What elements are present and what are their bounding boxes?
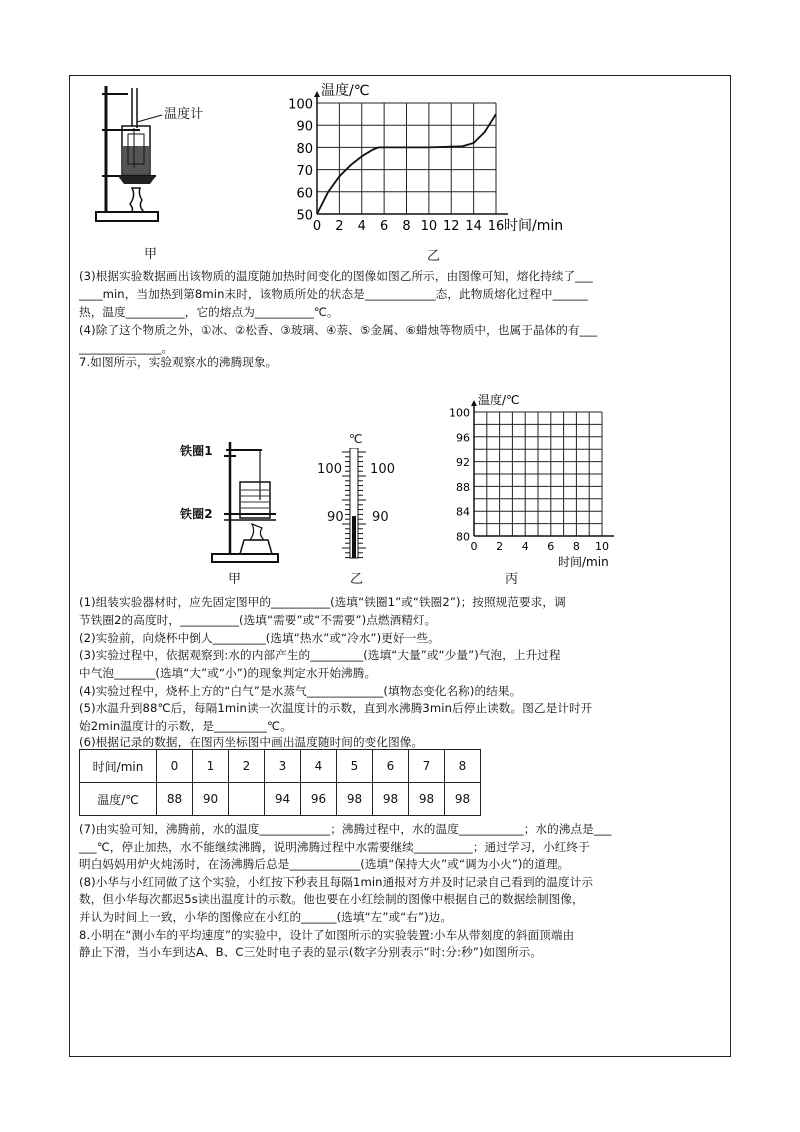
x-tick-label: 10 — [595, 540, 609, 553]
x-tick-label: 14 — [465, 219, 482, 234]
boiling-apparatus — [210, 440, 290, 566]
y-tick-label: 80 — [456, 530, 470, 544]
table-cell: 98 — [409, 783, 445, 816]
thermometer-scale — [341, 448, 367, 560]
figure1-caption-yi: 乙 — [427, 249, 441, 264]
thermometer-label: 温度计 — [164, 107, 204, 122]
q7-line: (3)实验过程中，依据观察到:水的内部产生的_________(选填“大量”或“少量”)气泡，上升过程 — [79, 648, 561, 662]
q7-line: 节铁圈2的高度时，__________(选填“需要”或“不需要”)点燃酒精灯。 — [79, 613, 437, 627]
table-cell: 94 — [265, 783, 301, 816]
y-axis-arrow — [471, 400, 477, 406]
table-cell: 88 — [157, 783, 193, 816]
x-tick-label: 6 — [547, 540, 555, 553]
q7-line: (8)小华与小红同做了这个实验，小红按下秒表且每隔1min通报对方并及时记录自己看到的温度计示 — [79, 875, 594, 889]
q6-line: ______________。 — [79, 341, 174, 355]
x-tick-label: 0 — [470, 540, 478, 553]
table-cell: 5 — [337, 750, 373, 783]
figure1-caption-jia: 甲 — [144, 247, 158, 262]
thermo-100-left: 100 — [317, 462, 343, 477]
y-tick-label: 96 — [456, 431, 470, 445]
q7-line: 始2min温度计的示数，是_________℃。 — [79, 719, 292, 733]
table-cell: 98 — [337, 783, 373, 816]
table-cell: 2 — [229, 750, 265, 783]
table-cell — [229, 783, 265, 816]
x-tick-label: 2 — [335, 219, 344, 234]
q8-line: 8.小明在“测小车的平均速度”的实验中，设计了如图所示的实验装置:小车从带刻度的斜面顶端由 — [79, 928, 575, 942]
q7-line: (2)实验前，向烧杯中倒人_________(选填“热水”或“冷水”)更好一些。 — [79, 631, 440, 645]
y-tick-label: 80 — [296, 141, 313, 157]
thermo-100-right: 100 — [370, 462, 396, 477]
thermo-unit: ℃ — [349, 432, 363, 446]
q7-line: (5)水温升到88℃后，每隔1min读一次温度计的示数，直到水沸腾3min后停止读数。图乙是计时开 — [79, 701, 593, 715]
x-tick-label: 12 — [442, 219, 460, 234]
melting-chart — [280, 78, 590, 246]
x-tick-label: 4 — [521, 540, 529, 553]
y-tick-label: 88 — [456, 480, 470, 494]
q7-line: (1)组装实验器材时，应先固定图甲的__________(选填“铁圈1”或“铁圈2”)；按照规范要求，调 — [79, 595, 566, 609]
x-tick-label: 8 — [402, 219, 411, 234]
figure2-caption-bing: 丙 — [505, 572, 519, 587]
table-cell: 98 — [373, 783, 409, 816]
table-header-cell: 温度/℃ — [80, 783, 157, 816]
table-cell: 7 — [409, 750, 445, 783]
q6-line: ____min，当加热到第8min末时，该物质所处的状态是____________态，此物质熔化过程中______ — [79, 287, 588, 301]
table-row — [80, 783, 481, 816]
y-tick-label: 70 — [296, 164, 313, 180]
y-axis-label: 温度/℃ — [321, 83, 370, 99]
x-tick-label: 8 — [572, 540, 580, 553]
table-cell: 0 — [157, 750, 193, 783]
table-cell: 90 — [193, 783, 229, 816]
x-tick-label: 10 — [420, 219, 438, 234]
q7-line: (6)根据记录的数据，在图丙坐标图中画出温度随时间的变化图像。 — [79, 735, 424, 749]
table-cell: 8 — [445, 750, 481, 783]
q7-line: ___℃，停止加热，水不能继续沸腾，说明沸腾过程中水需要继续__________；通过学习，小红终于 — [79, 840, 590, 854]
thermometer-mercury — [352, 516, 356, 558]
y-tick-label: 84 — [456, 505, 470, 519]
table-cell: 4 — [301, 750, 337, 783]
q7-line: 明白妈妈用炉火炖汤时，在汤沸腾后总是____________(选填“保持大火”或“调为小火”)的道理。 — [79, 857, 570, 871]
table-cell: 96 — [301, 783, 337, 816]
x-axis-label: 时间/min — [504, 218, 564, 234]
table-cell: 98 — [445, 783, 481, 816]
q7-line: 并认为时间上一致，小华的图像应在小红的______(选填“左”或“右”)边。 — [79, 910, 453, 924]
y-tick-label: 50 — [296, 208, 313, 224]
y-tick-label: 100 — [449, 406, 470, 420]
y-axis-label: 温度/℃ — [478, 393, 520, 407]
q6-line: (4)除了这个物质之外，①冰、②松香、③玻璃、④萘、⑤金属、⑥蜡烛等物质中，也属于晶体的有___ — [79, 323, 598, 337]
table-row — [80, 750, 481, 783]
x-tick-label: 0 — [312, 219, 322, 234]
ring-1-label: 铁圈1 — [180, 444, 213, 458]
y-tick-label: 92 — [456, 456, 470, 470]
temperature-table — [79, 749, 481, 816]
q7-line: (7)由实验可知，沸腾前，水的温度____________；沸腾过程中，水的温度___________；水的沸点是___ — [79, 822, 612, 836]
table-cell: 3 — [265, 750, 301, 783]
q7-line: 数，但小华每次都迟5s读出温度计的示数。他也要在小红绘制的图像中根据自己的数据绘制图像， — [79, 892, 584, 906]
figure2-caption-yi: 乙 — [350, 572, 364, 587]
y-tick-label: 90 — [296, 119, 313, 135]
x-axis-label: 时间/min — [558, 555, 609, 569]
boiling-grid-chart — [430, 380, 630, 570]
x-tick-label: 16 — [487, 219, 505, 234]
x-tick-label: 2 — [496, 540, 504, 553]
y-tick-label: 60 — [296, 186, 313, 202]
table-header-cell: 时间/min — [80, 750, 157, 783]
q6-line: (3)根据实验数据画出该物质的温度随加热时间变化的图像如图乙所示，由图像可知，熔化持续了___ — [79, 269, 593, 283]
x-tick-label: 6 — [379, 219, 389, 234]
q8-line: 静止下滑，当小车到达A、B、C三处时电子表的显示(数字分别表示“时:分:秒”)如图所示。 — [79, 945, 543, 959]
ring-2-label: 铁圈2 — [180, 507, 213, 521]
q7-line: (4)实验过程中，烧杯上方的“白气”是水蒸气_____________(填物态变化名称)的结果。 — [79, 684, 522, 698]
q7-line: 中气泡_______(选填“大”或“小”)的现象判定水开始沸腾。 — [79, 666, 377, 680]
x-tick-label: 4 — [357, 219, 366, 234]
table-cell: 6 — [373, 750, 409, 783]
thermo-90-left: 90 — [327, 510, 344, 525]
y-axis-arrow — [314, 91, 320, 97]
table-cell: 1 — [193, 750, 229, 783]
q6-line: 热，温度__________，它的熔点为__________℃。 — [79, 305, 339, 319]
thermo-90-right: 90 — [372, 510, 389, 525]
figure2-caption-jia: 甲 — [228, 572, 242, 587]
y-tick-label: 100 — [288, 97, 313, 113]
question-7-title: 7.如图所示，实验观察水的沸腾现象。 — [79, 355, 278, 369]
